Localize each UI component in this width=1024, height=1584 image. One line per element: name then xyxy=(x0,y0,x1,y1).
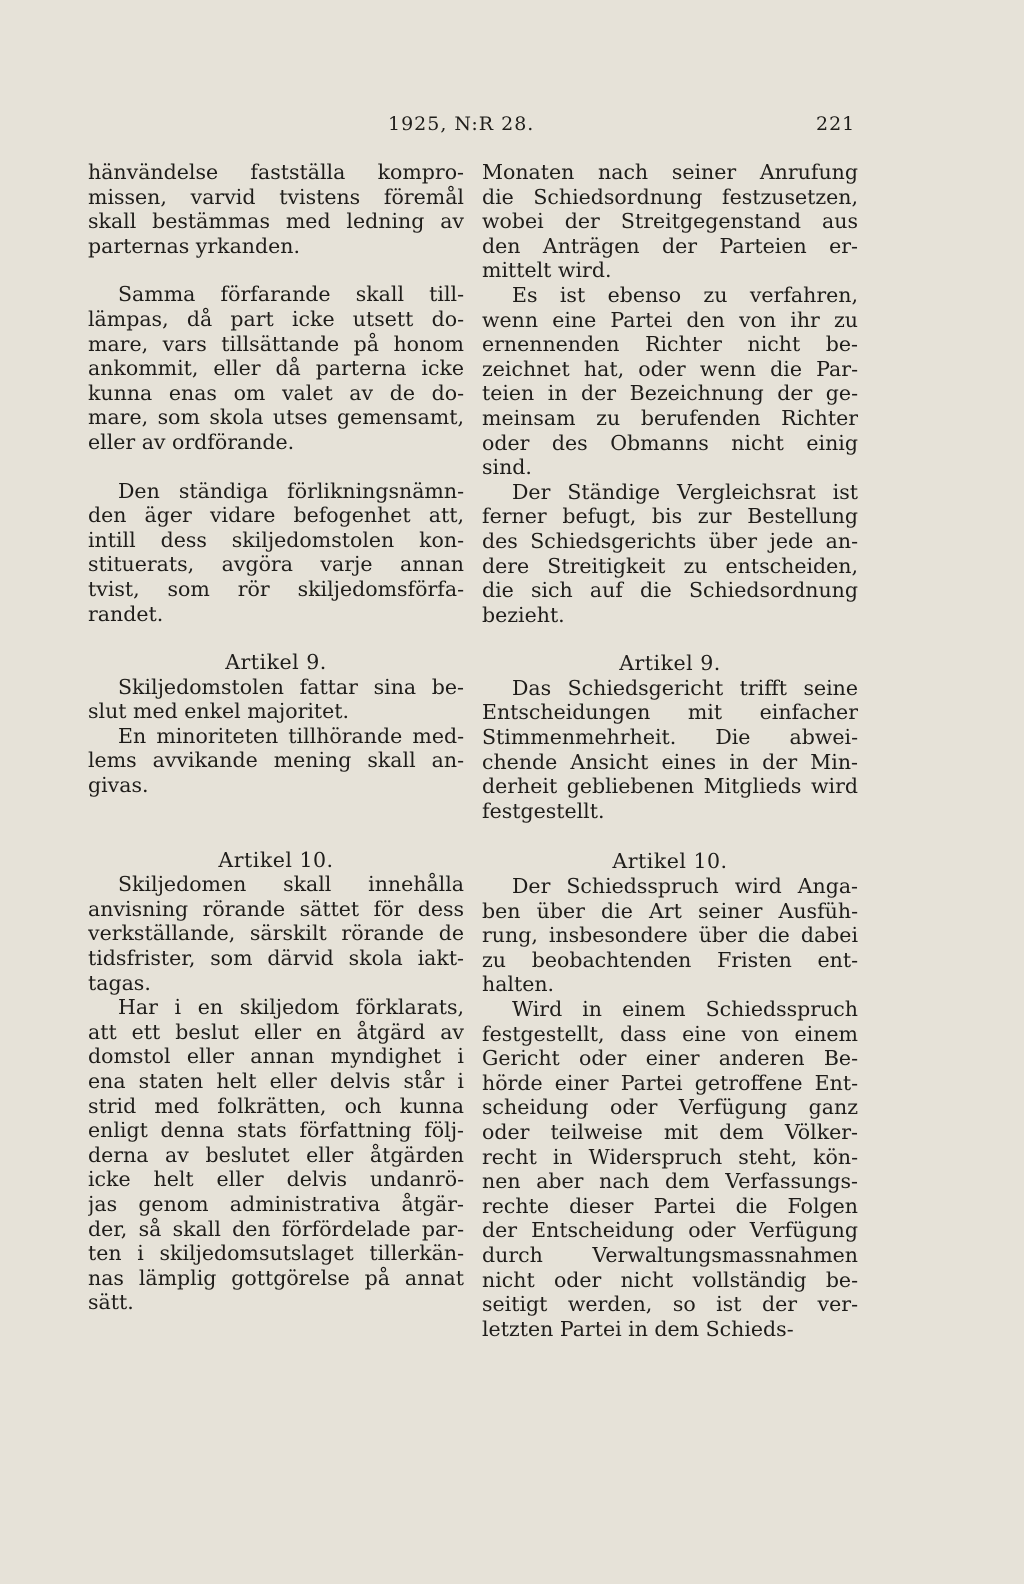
swedish-column xyxy=(88,160,464,1315)
text-line: lems avvikande mening skall an- xyxy=(88,748,464,773)
paragraph xyxy=(482,676,858,824)
text-line: scheidung oder Verfügung ganz xyxy=(482,1095,858,1120)
text-line: der Entscheidung oder Verfügung xyxy=(482,1218,858,1243)
text-line: durch Verwaltungsmassnahmen xyxy=(482,1242,858,1267)
paragraph xyxy=(88,160,464,258)
text-line: die sich auf die Schiedsordnung xyxy=(482,578,858,603)
text-line: den Anträgen der Parteien er- xyxy=(482,233,858,258)
text-line: zu beobachtenden Fristen ent- xyxy=(482,947,858,972)
text-line: oder des Obmanns nicht einig xyxy=(482,430,858,455)
text-line: Entscheidungen mit einfacher xyxy=(482,700,858,725)
text-line: meinsam zu berufenden Richter xyxy=(482,405,858,430)
text-line: Wird in einem Schiedsspruch xyxy=(512,997,858,1021)
header-title: 1925, N:R 28. xyxy=(388,113,535,135)
text-line: derheit gebliebenen Mitglieds wird xyxy=(482,774,858,799)
text-line: rung, insbesondere über die dabei xyxy=(482,923,858,948)
text-line: dere Streitigkeit zu entscheiden, xyxy=(482,553,858,578)
text-line: enligt denna stats författning följ- xyxy=(88,1118,464,1143)
text-line: Es ist ebenso zu verfahren, xyxy=(512,282,858,307)
text-line: Den ständiga förlikningsnämn- xyxy=(118,478,464,503)
text-line: ernennenden Richter nicht be- xyxy=(482,332,858,357)
text-line: hörde einer Partei getroffene Ent- xyxy=(482,1070,858,1095)
text-line: slut med enkel majoritet. xyxy=(88,699,350,724)
paragraph xyxy=(88,479,464,627)
page-number: 221 xyxy=(816,113,856,135)
paragraph xyxy=(482,874,858,997)
german-column xyxy=(482,160,858,1341)
text-line: stituerats, avgöra varje annan xyxy=(88,552,464,577)
text-line: nicht oder nicht vollständig be- xyxy=(482,1267,858,1292)
text-line: strid med folkrätten, och kunna xyxy=(88,1093,464,1118)
text-line: wenn eine Partei den von ihr zu xyxy=(482,307,858,332)
text-line: chende Ansicht eines in der Min- xyxy=(482,749,858,774)
text-line: Der Schiedsspruch wird Anga- xyxy=(512,874,858,899)
text-line: givas. xyxy=(88,773,149,798)
text-line: Samma förfarande skall till- xyxy=(118,282,464,307)
text-line: Har i en skiljedom förklarats, xyxy=(118,995,464,1020)
text-line: den äger vidare befogenhet att, xyxy=(88,503,464,528)
text-line: missen, varvid tvistens föremål xyxy=(88,184,464,209)
text-line: ten i skiljedomsutslaget tillerkän- xyxy=(88,1241,464,1266)
article-heading: Artikel 9. xyxy=(619,651,721,676)
text-line: lämpas, då part icke utsett do- xyxy=(88,306,464,331)
text-line: domstol eller annan myndighet i xyxy=(88,1044,464,1069)
text-line: wobei der Streitgegenstand aus xyxy=(482,209,858,234)
text-line: tidsfrister, som därvid skola iakt- xyxy=(88,946,464,971)
text-line: ferner befugt, bis zur Bestellung xyxy=(482,504,858,529)
paragraph xyxy=(482,283,858,480)
text-line: randet. xyxy=(88,601,164,626)
text-line: att ett beslut eller en åtgärd av xyxy=(88,1019,464,1044)
text-line: oder teilweise mit dem Völker- xyxy=(482,1119,858,1144)
text-line: halten. xyxy=(482,972,555,997)
paragraph xyxy=(482,160,858,283)
text-line: mare, vars tillsättande på honom xyxy=(88,331,464,356)
text-line: sätt. xyxy=(88,1290,134,1315)
text-line: tagas. xyxy=(88,970,151,995)
paragraph xyxy=(88,995,464,1315)
text-line: festgestellt. xyxy=(482,798,605,823)
text-line: Skiljedomen skall innehålla xyxy=(118,872,464,897)
article-heading: Artikel 9. xyxy=(225,650,327,675)
text-line: rechte dieser Partei die Folgen xyxy=(482,1193,858,1218)
paragraph xyxy=(88,724,464,798)
text-line: mittelt wird. xyxy=(482,258,612,283)
text-line: En minoriteten tillhörande med- xyxy=(118,723,464,748)
text-line: tvist, som rör skiljedomsförfa- xyxy=(88,576,464,601)
text-line: nen aber nach dem Verfassungs- xyxy=(482,1169,858,1194)
text-line: bezieht. xyxy=(482,602,565,627)
text-line: kunna enas om valet av de do- xyxy=(88,380,464,405)
text-line: hänvändelse fastställa kompro- xyxy=(88,160,464,184)
text-line: mare, som skola utses gemensamt, xyxy=(88,405,464,430)
text-line: derna av beslutet eller åtgärden xyxy=(88,1142,464,1167)
text-line: parternas yrkanden. xyxy=(88,233,300,258)
paragraph xyxy=(482,997,858,1341)
text-line: icke helt eller delvis undanrö- xyxy=(88,1167,464,1192)
paragraph xyxy=(88,282,464,454)
running-header xyxy=(0,113,1024,143)
text-line: Stimmenmehrheit. Die abwei- xyxy=(482,725,858,750)
paragraph xyxy=(88,675,464,724)
text-line: des Schiedsgerichts über jede an- xyxy=(482,528,858,553)
text-line: anvisning rörande sättet för dess xyxy=(88,896,464,921)
text-line: der, så skall den förfördelade par- xyxy=(88,1216,464,1241)
text-line: ben über die Art seiner Ausfüh- xyxy=(482,898,858,923)
text-line: die Schiedsordnung festzusetzen, xyxy=(482,184,858,209)
text-line: verkställande, särskilt rörande de xyxy=(88,921,464,946)
text-line: seitigt werden, so ist der ver- xyxy=(482,1292,858,1317)
text-line: Monaten nach seiner Anrufung xyxy=(482,160,858,184)
text-line: festgestellt, dass eine von einem xyxy=(482,1021,858,1046)
text-line: ankommit, eller då parterna icke xyxy=(88,356,464,381)
text-line: sind. xyxy=(482,455,532,480)
text-line: Gericht oder einer anderen Be- xyxy=(482,1046,858,1071)
paragraph xyxy=(482,480,858,628)
text-line: jas genom administrativa åtgär- xyxy=(88,1191,464,1216)
text-line: skall bestämmas med ledning av xyxy=(88,209,464,234)
text-line: Skiljedomstolen fattar sina be- xyxy=(118,674,464,699)
text-line: recht in Widerspruch steht, kön- xyxy=(482,1144,858,1169)
text-line: nas lämplig gottgörelse på annat xyxy=(88,1265,464,1290)
text-line: Das Schiedsgericht trifft seine xyxy=(512,675,858,700)
text-line: eller av ordförande. xyxy=(88,429,295,454)
article-heading: Artikel 10. xyxy=(218,847,334,872)
text-line: teien in der Bezeichnung der ge- xyxy=(482,381,858,406)
text-line: letzten Partei in dem Schieds- xyxy=(482,1316,794,1341)
text-line: ena staten helt eller delvis står i xyxy=(88,1069,464,1093)
paragraph xyxy=(88,872,464,995)
text-line: zeichnet hat, oder wenn die Par- xyxy=(482,356,858,381)
text-line: intill dess skiljedomstolen kon- xyxy=(88,527,464,552)
text-line: Der Ständige Vergleichsrat ist xyxy=(512,479,858,504)
article-heading: Artikel 10. xyxy=(612,849,728,874)
